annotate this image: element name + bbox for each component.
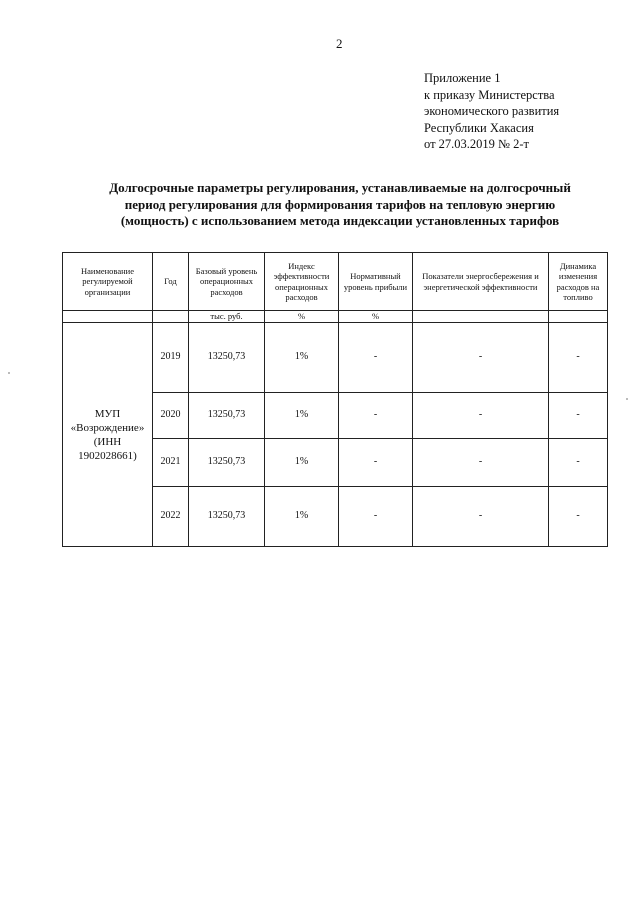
- cell-index: 1%: [265, 487, 339, 547]
- cell-profit: -: [339, 439, 413, 487]
- cell-fuel: -: [549, 323, 608, 393]
- cell-energy: -: [413, 439, 549, 487]
- appendix-line: Республики Хакасия: [424, 120, 534, 135]
- cell-energy: -: [413, 487, 549, 547]
- appendix-line: к приказу Министерства: [424, 87, 555, 102]
- header-energy-saving: Показатели энергосбережения и энергетической эффективности: [413, 253, 549, 311]
- cell-base: 13250,73: [189, 323, 265, 393]
- header-profit-level: Нормативный уровень прибыли: [339, 253, 413, 311]
- page-number: 2: [336, 36, 343, 51]
- unit-cell: [413, 311, 549, 323]
- header-organization: Наименование регулируемой организации: [63, 253, 153, 311]
- parameters-table: [62, 252, 608, 547]
- document-title: [70, 180, 610, 230]
- title-line: период регулирования для формирования тарифов на тепловую энергию: [124, 196, 556, 212]
- unit-cell: [63, 311, 153, 323]
- organization-name: МУП «Возрождение» (ИНН 1902028661): [63, 323, 153, 547]
- cell-index: 1%: [265, 323, 339, 393]
- cell-fuel: -: [549, 393, 608, 439]
- cell-fuel: -: [549, 439, 608, 487]
- unit-cell: [549, 311, 608, 323]
- cell-index: 1%: [265, 439, 339, 487]
- cell-profit: -: [339, 487, 413, 547]
- cell-year: 2022: [153, 487, 189, 547]
- appendix-block: [424, 70, 559, 153]
- unit-cell: тыс. руб.: [189, 311, 265, 323]
- unit-cell: %: [265, 311, 339, 323]
- cell-base: 13250,73: [189, 439, 265, 487]
- cell-profit: -: [339, 323, 413, 393]
- appendix-line: Приложение 1: [424, 71, 501, 85]
- cell-year: 2019: [153, 323, 189, 393]
- cell-energy: -: [413, 323, 549, 393]
- cell-base: 13250,73: [189, 393, 265, 439]
- appendix-line: экономического развития: [424, 104, 560, 118]
- title-line: (мощность) с использованием метода индексации установленных тарифов: [120, 213, 560, 228]
- table-units-row: [63, 311, 608, 323]
- cell-index: 1%: [265, 393, 339, 439]
- cell-energy: -: [413, 393, 549, 439]
- header-base-expenses: Базовый уровень операционных расходов: [189, 253, 265, 311]
- cell-year: 2020: [153, 393, 189, 439]
- unit-cell: [153, 311, 189, 323]
- scan-dot: [8, 372, 10, 374]
- header-fuel-dynamics: Динамика изменения расходов на топливо: [549, 253, 608, 311]
- cell-base: 13250,73: [189, 487, 265, 547]
- cell-profit: -: [339, 393, 413, 439]
- title-line: Долгосрочные параметры регулирования, устанавливаемые на долгосрочный: [109, 180, 571, 195]
- unit-cell: %: [339, 311, 413, 323]
- header-year: Год: [153, 253, 189, 311]
- table-row: [63, 323, 608, 393]
- cell-fuel: -: [549, 487, 608, 547]
- header-efficiency-index: Индекс эффективности операционных расходов: [265, 253, 339, 311]
- cell-year: 2021: [153, 439, 189, 487]
- scan-dot: [626, 398, 628, 400]
- appendix-line: от 27.03.2019 № 2-т: [424, 137, 529, 151]
- table-header-row: [63, 253, 608, 311]
